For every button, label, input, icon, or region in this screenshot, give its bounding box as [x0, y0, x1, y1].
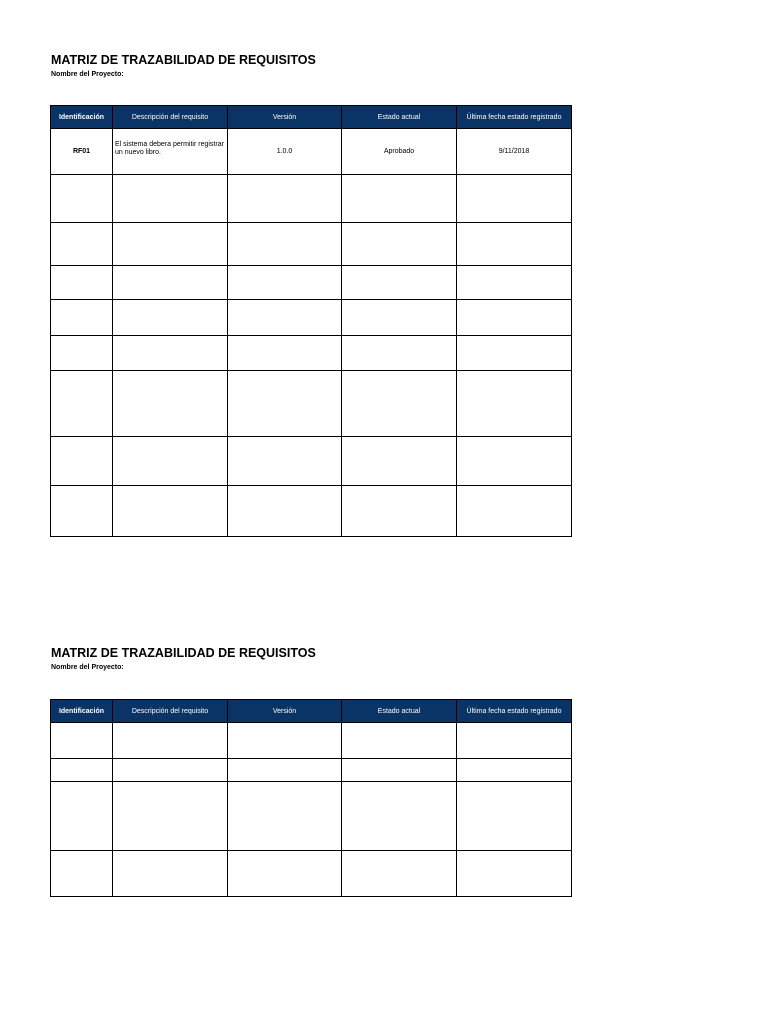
cell-date [457, 437, 572, 486]
cell-id [51, 336, 113, 371]
cell-date [457, 175, 572, 223]
table-row [51, 723, 572, 759]
cell-description [113, 851, 228, 897]
cell-description [113, 371, 228, 437]
table-row [51, 223, 572, 266]
table-row [51, 336, 572, 371]
cell-date [457, 336, 572, 371]
table-row [51, 759, 572, 782]
cell-version [228, 336, 342, 371]
cell-status [342, 486, 457, 537]
cell-status [342, 175, 457, 223]
cell-description [113, 266, 228, 300]
table-row [51, 851, 572, 897]
cell-description [113, 300, 228, 336]
table-header-row [51, 700, 572, 723]
page-title-2: MATRIZ DE TRAZABILIDAD DE REQUISITOS [51, 646, 316, 660]
page-title: MATRIZ DE TRAZABILIDAD DE REQUISITOS [51, 53, 316, 67]
cell-status [342, 266, 457, 300]
table-row [51, 437, 572, 486]
cell-date [457, 759, 572, 782]
cell-version [228, 782, 342, 851]
cell-id: RF01 [51, 129, 113, 175]
header-descripcion: Descripción del requisito [113, 700, 228, 723]
table-row [51, 175, 572, 223]
table-row [51, 371, 572, 437]
cell-status [342, 223, 457, 266]
cell-description [113, 437, 228, 486]
table-row [51, 129, 572, 175]
cell-description [113, 486, 228, 537]
cell-id [51, 723, 113, 759]
cell-description [113, 336, 228, 371]
header-identificacion: Identificación [51, 106, 113, 129]
cell-id [51, 759, 113, 782]
cell-status [342, 336, 457, 371]
header-version: Versión [228, 106, 342, 129]
cell-version [228, 486, 342, 537]
cell-id [51, 486, 113, 537]
cell-id [51, 175, 113, 223]
project-name-label-2: Nombre del Proyecto: [51, 664, 124, 671]
cell-status [342, 723, 457, 759]
table-row [51, 266, 572, 300]
cell-id [51, 437, 113, 486]
table-row [51, 486, 572, 537]
header-identificacion: Identificación [51, 700, 113, 723]
header-estado: Estado actual [342, 106, 457, 129]
cell-version [228, 175, 342, 223]
cell-date: 9/11/2018 [457, 129, 572, 175]
cell-id [51, 266, 113, 300]
cell-version [228, 723, 342, 759]
cell-date [457, 723, 572, 759]
cell-status [342, 371, 457, 437]
header-ultima-fecha: Última fecha estado registrado [457, 700, 572, 723]
cell-date [457, 266, 572, 300]
header-ultima-fecha: Última fecha estado registrado [457, 106, 572, 129]
cell-version [228, 266, 342, 300]
cell-description: El sistema debera permitir registrar un nuevo libro. [113, 129, 228, 175]
header-descripcion: Descripción del requisito [113, 106, 228, 129]
cell-status [342, 782, 457, 851]
cell-status: Aprobado [342, 129, 457, 175]
cell-description [113, 175, 228, 223]
requirements-matrix-table-1 [50, 105, 572, 537]
cell-status [342, 300, 457, 336]
cell-date [457, 782, 572, 851]
cell-description [113, 782, 228, 851]
cell-date [457, 486, 572, 537]
cell-id [51, 782, 113, 851]
cell-version [228, 851, 342, 897]
table-row [51, 782, 572, 851]
cell-status [342, 759, 457, 782]
requirements-matrix-table-2 [50, 699, 572, 897]
cell-date [457, 371, 572, 437]
cell-version [228, 223, 342, 266]
cell-id [51, 223, 113, 266]
cell-version: 1.0.0 [228, 129, 342, 175]
header-estado: Estado actual [342, 700, 457, 723]
table-row [51, 300, 572, 336]
cell-version [228, 759, 342, 782]
header-version: Versión [228, 700, 342, 723]
cell-description [113, 223, 228, 266]
table-header-row [51, 106, 572, 129]
project-name-label: Nombre del Proyecto: [51, 71, 124, 78]
cell-date [457, 223, 572, 266]
cell-version [228, 300, 342, 336]
cell-description [113, 723, 228, 759]
cell-id [51, 371, 113, 437]
cell-date [457, 851, 572, 897]
cell-status [342, 851, 457, 897]
cell-id [51, 851, 113, 897]
cell-version [228, 437, 342, 486]
cell-status [342, 437, 457, 486]
cell-version [228, 371, 342, 437]
cell-id [51, 300, 113, 336]
cell-date [457, 300, 572, 336]
cell-description [113, 759, 228, 782]
